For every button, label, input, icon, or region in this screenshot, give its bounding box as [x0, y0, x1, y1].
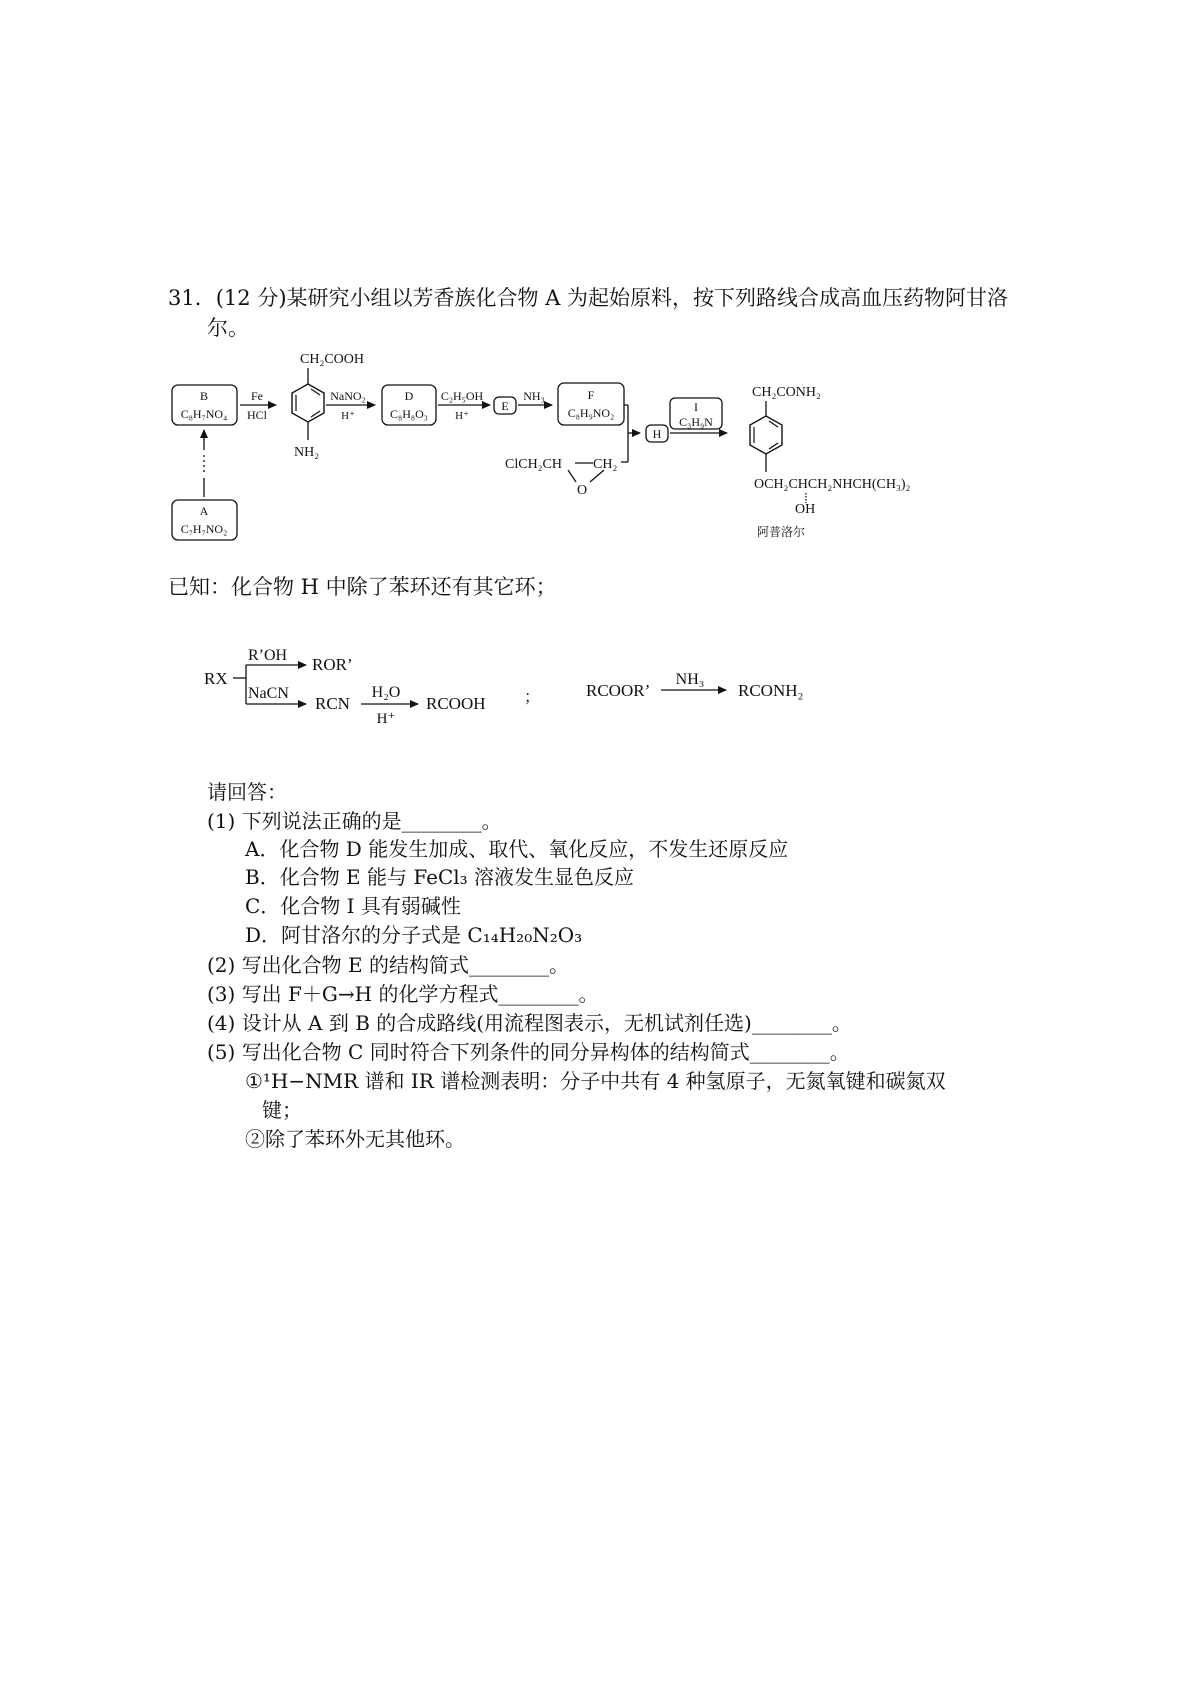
known-nh3: NH₃	[675, 671, 705, 688]
benzene-ring-product	[750, 416, 782, 454]
question-header	[168, 283, 1008, 313]
known-hplus: H⁺	[376, 711, 396, 727]
reagent-fe: Fe	[251, 389, 263, 403]
product-oh: OH	[795, 502, 816, 517]
compound-g-oxygen: O	[577, 483, 588, 498]
condition-1-cont: 键；	[262, 1098, 302, 1122]
reagent-hplus-1: H⁺	[341, 410, 355, 422]
compound-b-box	[172, 385, 237, 425]
arrow-b-to-c	[240, 389, 276, 422]
compound-d-label: D	[404, 389, 414, 403]
compound-f-box	[558, 383, 624, 425]
compound-f-label: F	[587, 388, 595, 402]
question-4: (4) 设计从 A 到 B 的合成路线(用流程图表示，无机试剂任选)________。	[207, 1011, 852, 1035]
compound-g-left: ClCH₂CH	[505, 457, 563, 472]
condition-2: ②除了苯环外无其他环。	[245, 1127, 465, 1151]
question-2: (2) 写出化合物 E 的结构简式________。	[207, 953, 570, 977]
option-b: B．化合物 E 能与 FeCl₃ 溶液发生显色反应	[245, 865, 635, 889]
synthesis-scheme	[0, 340, 1200, 550]
compound-b-label: B	[199, 389, 209, 403]
reagent-hcl: HCl	[246, 408, 268, 422]
known-rcooh: RCOOH	[426, 694, 486, 713]
question-points: (12 分)	[215, 286, 287, 310]
known-rx: RX	[204, 669, 228, 688]
reagent-nano2: NaNO₂	[330, 389, 366, 403]
question-number: 31．	[168, 286, 216, 310]
answers-intro: 请回答：	[207, 780, 287, 804]
benzene-ring-c	[292, 384, 324, 422]
compound-e-label: E	[501, 399, 509, 413]
known-separator: ；	[524, 689, 541, 706]
known-reaction-rx	[204, 647, 486, 727]
known-intro: 已知：化合物 H 中除了苯环还有其它环；	[168, 575, 557, 599]
product-substituent-top: CH₂CONH₂	[752, 385, 821, 400]
compound-e-box	[494, 397, 516, 414]
question-intro-line2: 尔。	[207, 316, 249, 340]
reagent-hplus-2: H⁺	[455, 410, 469, 422]
question-3: (3) 写出 F＋G→H 的化学方程式________。	[207, 982, 599, 1006]
compound-g-right: CH₂	[593, 457, 618, 472]
known-ror: ROR’	[312, 655, 353, 674]
compound-d-formula: C₈H₈O₃	[390, 407, 428, 421]
arrow-h-to-product	[670, 398, 727, 433]
reagent-nh3: NH₃	[523, 389, 545, 403]
compound-i-label: I	[694, 400, 698, 414]
known-rcoor: RCOOR’	[586, 681, 651, 700]
product-chain: OCH₂CHCH₂NHCH(CH₃)₂	[754, 477, 911, 492]
compound-d-box	[382, 385, 436, 425]
product-structure	[750, 385, 911, 539]
known-h2o: H₂O	[371, 684, 401, 701]
question-1: (1) 下列说法正确的是________。	[207, 809, 502, 833]
compound-c-structure	[292, 352, 364, 460]
compound-a-box	[172, 500, 237, 540]
known-reaction-amide	[586, 671, 803, 700]
product-name: 阿普洛尔	[756, 525, 806, 539]
condition-1: ①¹H−NMR 谱和 IR 谱检测表明：分子中共有 4 种氢原子，无氮氧键和碳氮双	[245, 1069, 946, 1093]
compound-h-label: H	[652, 427, 662, 441]
question-5: (5) 写出化合物 C 同时符合下列条件的同分异构体的结构简式________。	[207, 1040, 850, 1064]
compound-c-substituent-top: CH₂COOH	[300, 352, 364, 367]
option-d: D．阿甘洛尔的分子式是 C₁₄H₂₀N₂O₃	[245, 923, 583, 947]
arrow-d-to-e	[438, 389, 490, 422]
question-intro-line1: 某研究小组以芳香族化合物 A 为起始原料，按下列路线合成高血压药物阿甘洛	[286, 286, 1009, 310]
option-c: C．化合物 I 具有弱碱性	[245, 894, 461, 918]
known-reactions	[0, 635, 1200, 735]
compound-h-box	[646, 425, 668, 442]
known-rcn: RCN	[315, 694, 350, 713]
known-rconh2: RCONH₂	[738, 681, 804, 700]
compound-a-label: A	[199, 504, 209, 518]
reagent-c2h5oh: C₂H₅OH	[440, 389, 484, 403]
arrow-e-to-f	[518, 389, 552, 405]
arrow-c-to-d	[326, 389, 375, 422]
option-a: A．化合物 D 能发生加成、取代、氧化反应，不发生还原反应	[245, 837, 789, 861]
compound-a-formula: C₇H₇NO₂	[180, 522, 228, 536]
compound-b-formula: C₈H₇NO₄	[180, 407, 228, 421]
known-roh: R’OH	[248, 647, 288, 664]
compound-g-epoxide	[505, 457, 617, 498]
compound-f-formula: C₈H₉NO₂	[567, 406, 615, 420]
compound-i-formula: C₃H₉N	[679, 415, 713, 429]
known-nacn: NaCN	[248, 685, 289, 702]
compound-c-substituent-bottom: NH₂	[294, 445, 320, 460]
